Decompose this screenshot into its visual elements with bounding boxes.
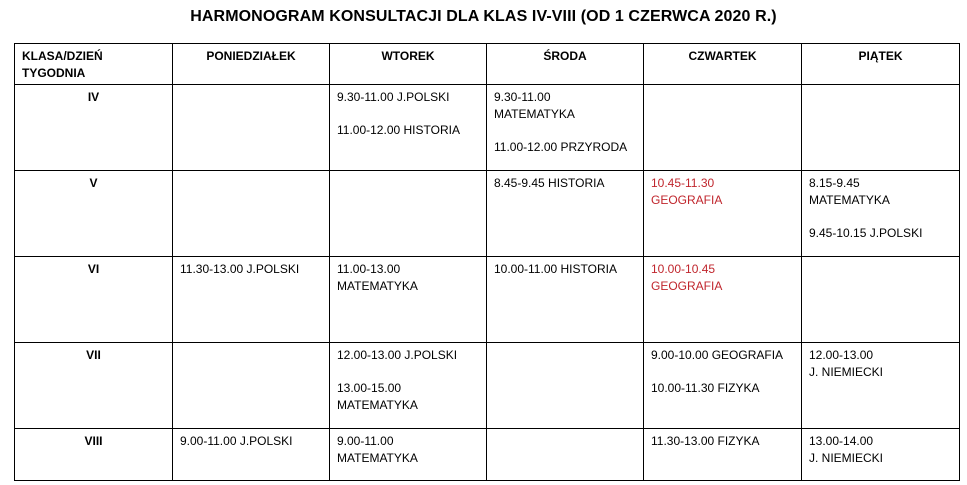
schedule-table [14, 43, 960, 481]
schedule-entry: 9.00-11.00 MATEMATYKA [337, 434, 418, 465]
schedule-entry: 8.15-9.45 MATEMATYKA [809, 176, 890, 207]
header-day-czwartek: CZWARTEK [644, 44, 802, 85]
schedule-cell [644, 343, 802, 429]
page-title: HARMONOGRAM KONSULTACJI DLA KLAS IV-VIII (OD 1 CZERWCA 2020 R.) [190, 8, 777, 25]
schedule-cell [330, 429, 487, 481]
schedule-entry-highlighted: 10.45-11.30 GEOGRAFIA [651, 176, 723, 207]
schedule-entry: 11.30-13.00 FIZYKA [651, 434, 760, 448]
schedule-cell [487, 257, 644, 343]
table-row [15, 171, 960, 257]
schedule-cell [173, 429, 330, 481]
schedule-cell [644, 171, 802, 257]
schedule-entry: 13.00-15.00 MATEMATYKA [337, 381, 418, 412]
schedule-cell [644, 85, 802, 171]
class-label: VII [15, 343, 173, 429]
schedule-cell [330, 85, 487, 171]
schedule-entry: 9.30-11.00 MATEMATYKA [494, 90, 575, 121]
table-row [15, 429, 960, 481]
header-day-piatek: PIĄTEK [802, 44, 960, 85]
header-row [15, 44, 960, 85]
class-label: V [15, 171, 173, 257]
schedule-cell [644, 257, 802, 343]
class-label: VI [15, 257, 173, 343]
schedule-entry: 9.00-11.00 J.POLSKI [180, 434, 293, 448]
schedule-cell [644, 429, 802, 481]
schedule-cell [802, 171, 960, 257]
class-label: VIII [15, 429, 173, 481]
header-day-sroda: ŚRODA [487, 44, 644, 85]
schedule-entry: 10.00-11.00 HISTORIA [494, 262, 617, 276]
class-label: IV [15, 85, 173, 171]
schedule-entry: 11.00-13.00 MATEMATYKA [337, 262, 418, 293]
schedule-entry: 13.00-14.00 J. NIEMIECKI [809, 434, 884, 465]
schedule-cell [173, 85, 330, 171]
header-day-poniedzialek: PONIEDZIAŁEK [173, 44, 330, 85]
schedule-cell [802, 343, 960, 429]
schedule-cell [173, 257, 330, 343]
schedule-cell [330, 171, 487, 257]
schedule-entry: 11.30-13.00 J.POLSKI [180, 262, 300, 276]
schedule-entry: 8.45-9.45 HISTORIA [494, 176, 605, 190]
schedule-cell [487, 429, 644, 481]
schedule-cell [802, 257, 960, 343]
schedule-entry: 12.00-13.00 J. NIEMIECKI [809, 348, 884, 379]
schedule-entry: 11.00-12.00 PRZYRODA [494, 140, 628, 154]
header-klasa-dzien: KLASA/DZIEŃ TYGODNIA [15, 44, 173, 85]
schedule-cell [173, 343, 330, 429]
schedule-cell [487, 171, 644, 257]
schedule-entry: 10.00-11.30 FIZYKA [651, 381, 760, 395]
schedule-cell [487, 343, 644, 429]
table-row [15, 343, 960, 429]
schedule-cell [487, 85, 644, 171]
schedule-entry: 9.30-11.00 J.POLSKI [337, 90, 450, 104]
schedule-entry: 12.00-13.00 J.POLSKI [337, 348, 458, 362]
table-row [15, 85, 960, 171]
schedule-entry: 9.45-10.15 J.POLSKI [809, 226, 923, 240]
schedule-cell [330, 343, 487, 429]
schedule-cell [173, 171, 330, 257]
header-day-wtorek: WTOREK [330, 44, 487, 85]
schedule-cell [330, 257, 487, 343]
schedule-entry: 9.00-10.00 GEOGRAFIA [651, 348, 784, 362]
schedule-cell [802, 85, 960, 171]
schedule-entry: 11.00-12.00 HISTORIA [337, 123, 460, 137]
schedule-cell [802, 429, 960, 481]
schedule-entry-highlighted: 10.00-10.45 GEOGRAFIA [651, 262, 723, 293]
table-row [15, 257, 960, 343]
